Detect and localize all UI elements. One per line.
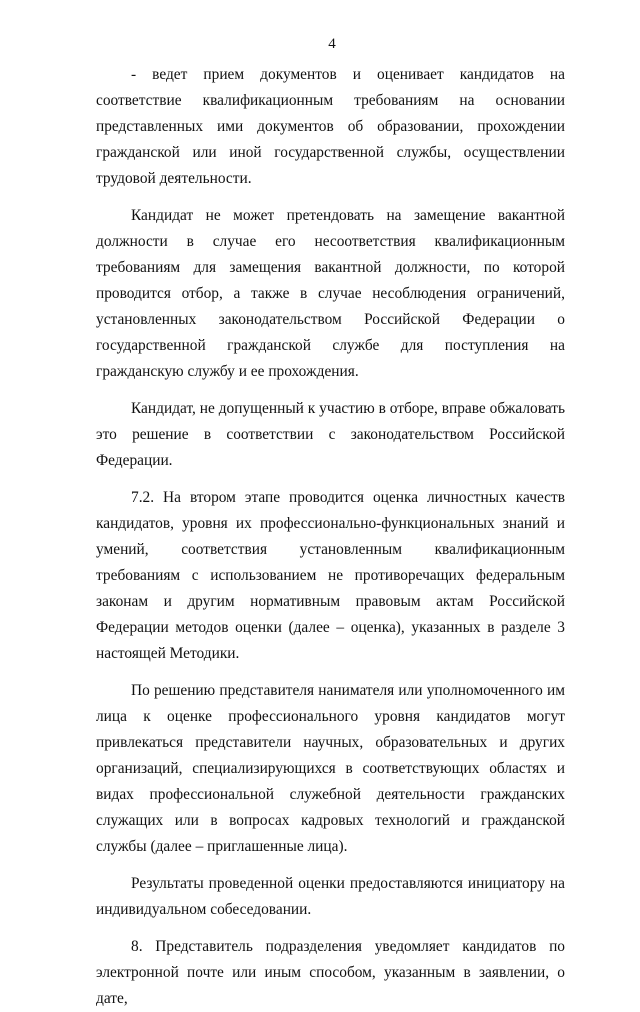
paragraph-8-notification: 8. Представитель подразделения уведомляет кандидатов по электронной почте или иным способом, указанным в заявлении, о дате, — [96, 938, 565, 1007]
paragraph-document-intake: - ведет прием документов и оценивает кандидатов на соответствие квалификационным требованиям на основании представленных ими документов об образовании, прохождении гражданской или иной государственной службы, осуществлении трудовой деятельности. — [96, 66, 565, 187]
paragraph-candidate-ineligibility: Кандидат не может претендовать на замещение вакантной должности в случае его несоответствия квалификационным требованиям для замещения вакантной должности, по которой проводится отбор, а также в случае несоблюдения ограничений, установленных законодательством Российской Федерации о государственной гражданской службе для поступления на гражданскую службу и ее прохождения. — [96, 207, 565, 380]
page-number: 4 — [328, 36, 336, 52]
paragraph-7-2-second-stage: 7.2. На втором этапе проводится оценка личностных качеств кандидатов, уровня их профессионально-функциональных знаний и умений, соответствия установленным квалификационным требованиям с использованием не противоречащих федеральным законам и другим нормативным правовым актам Российской Федерации методов оценки (далее – оценка), указанных в разделе 3 настоящей Методики. — [96, 489, 565, 662]
paragraph-assessment-results: Результаты проведенной оценки предоставляются инициатору на индивидуальном собеседовании. — [96, 875, 565, 918]
paragraph-appeal-right: Кандидат, не допущенный к участию в отборе, вправе обжаловать это решение в соответствии с законодательством Российской Федерации. — [96, 400, 565, 469]
document-body — [96, 62, 565, 1012]
paragraph-invited-experts: По решению представителя нанимателя или уполномоченного им лица к оценке профессионального уровня кандидатов могут привлекаться представители научных, образовательных и других организаций, специализирующихся в соответствующих областях и видах профессиональной служебной деятельности гражданских служащих или в вопросах кадровых технологий и гражданской службы (далее – приглашенные лица). — [96, 682, 565, 855]
